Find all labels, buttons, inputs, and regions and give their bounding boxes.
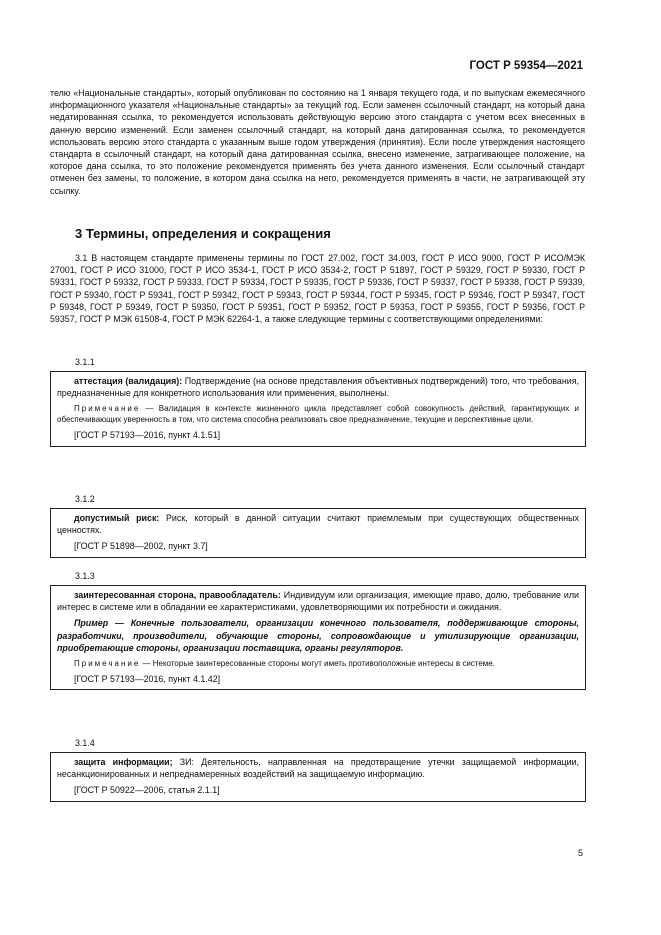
term-name: допустимый риск: bbox=[74, 513, 160, 523]
term-example: Пример — Конечные пользователи, организации конечного пользователя, поддерживающие стороны, разработчики, производители, обучающие стороны, сопровождающие и утилизирующие организации, приобретающие стороны, организации поставщика, органы регуляторов. bbox=[57, 618, 579, 653]
document-header-id: ГОСТ Р 59354—2021 bbox=[469, 60, 583, 72]
term-definition bbox=[57, 512, 579, 536]
term-definition bbox=[57, 589, 579, 613]
term-name: защита информации; bbox=[74, 757, 173, 767]
term-box bbox=[50, 585, 586, 690]
note-text: — Некоторые заинтересованные стороны могут иметь противоположные интересы в системе. bbox=[140, 659, 495, 669]
term-note bbox=[57, 403, 579, 425]
term-name: заинтересованная сторона, правообладатель: bbox=[74, 590, 281, 600]
note-label: Примечание bbox=[74, 404, 141, 414]
term-note bbox=[57, 658, 579, 669]
term-number: 3.1.3 bbox=[75, 571, 95, 581]
term-source: [ГОСТ Р 50922—2006, статья 2.1.1] bbox=[74, 785, 220, 796]
term-number: 3.1.1 bbox=[75, 357, 95, 367]
term-name: аттестация (валидация): bbox=[74, 376, 183, 386]
term-number: 3.1.4 bbox=[75, 738, 95, 748]
term-number: 3.1.2 bbox=[75, 494, 95, 504]
definition-text: Риск, который в данной ситуации считают приемлемым при существующих общественных ценностях. bbox=[57, 513, 579, 536]
section-intro: 3.1 В настоящем стандарте применены термины по ГОСТ 27.002, ГОСТ 34.003, ГОСТ Р ИСО 9000, ГОСТ Р ИСО/МЭК 27001, ГОСТ Р ИСО 31000, ГОСТ Р ИСО 3534-1, ГОСТ Р ИСО 3534-2, ГОСТ Р 51897, ГОСТ Р 59329, ГОСТ Р 59330, ГОСТ Р 59331, ГОСТ Р 59332, ГОСТ Р 59333, ГОСТ Р 59334, ГОСТ Р 59335, ГОСТ Р 59336, ГОСТ Р 59337, ГОСТ Р 59338, ГОСТ Р 59339, ГОСТ Р 59340, ГОСТ Р 59341, ГОСТ Р 59342, ГОСТ Р 59343, ГОСТ Р 59344, ГОСТ Р 59345, ГОСТ Р 59346, ГОСТ Р 59347, ГОСТ Р 59348, ГОСТ Р 59349, ГОСТ Р 59350, ГОСТ Р 59351, ГОСТ Р 59352, ГОСТ Р 59353, ГОСТ Р 59355, ГОСТ Р 59356, ГОСТ Р 59357, ГОСТ Р МЭК 61508-4, ГОСТ Р МЭК 62264-1, а также следующие термины с соответствующими определениями: bbox=[50, 253, 585, 325]
intro-paragraph: телю «Национальные стандарты», который опубликован по состоянию на 1 января текущего года, и по выпускам ежемесячного информационного указателя «Национальные стандарты» за текущий год. Если заменен ссылочный стандарт, на который дана недатированная ссылка, то рекомендуется использовать действующую версию этого стандарта с учетом всех внесенных в данную версию изменений. Если заменен ссылочный стандарт, на который дана датированная ссылка, то рекомендуется использовать версию этого стандарта с указанным выше годом утверждения (принятия). Если после утверждения настоящего стандарта в ссылочный стандарт, на который дана датированная ссылка, внесено изменение, затрагивающее положение, на которое дана ссылка, то это положение рекомендуется применять без учета данного изменения. Если ссылочный стандарт отменен без замены, то положение, в котором дана ссылка на него, рекомендуется применять в части, не затрагивающей эту ссылку. bbox=[50, 88, 585, 196]
section-title: 3 Термины, определения и сокращения bbox=[75, 226, 331, 241]
term-source: [ГОСТ Р 51898—2002, пункт 3.7] bbox=[74, 541, 208, 552]
term-definition bbox=[57, 756, 579, 780]
note-text: — Валидация в контексте жизненного цикла представляет собой совокупность действий, гарантирующих и обеспечивающих уверенность в том, что система способна реализовать свое предназначение, текущие и перспективные цели. bbox=[57, 404, 579, 425]
term-box bbox=[50, 508, 586, 558]
note-label: Примечание bbox=[74, 659, 141, 669]
term-source: [ГОСТ Р 57193—2016, пункт 4.1.51] bbox=[74, 430, 221, 441]
definition-text: Подтверждение (на основе представления объективных подтверждений) того, что требования, предназначенные для конкретного использования или применения, выполнены. bbox=[57, 376, 579, 399]
definition-text: Индивидуум или организация, имеющие право, долю, требование или интерес в системе или в обладании ее характеристиками, удовлетворяющими их потребности и ожидания. bbox=[57, 590, 579, 613]
term-source: [ГОСТ Р 57193—2016, пункт 4.1.42] bbox=[74, 674, 221, 685]
definition-text: ЗИ: Деятельность, направленная на предотвращение утечки защищаемой информации, несанкционированных и непреднамеренных воздействий на защищаемую информацию. bbox=[57, 757, 579, 780]
page-number: 5 bbox=[577, 848, 583, 858]
term-box bbox=[50, 752, 586, 802]
term-definition bbox=[57, 375, 579, 399]
term-box bbox=[50, 371, 586, 447]
